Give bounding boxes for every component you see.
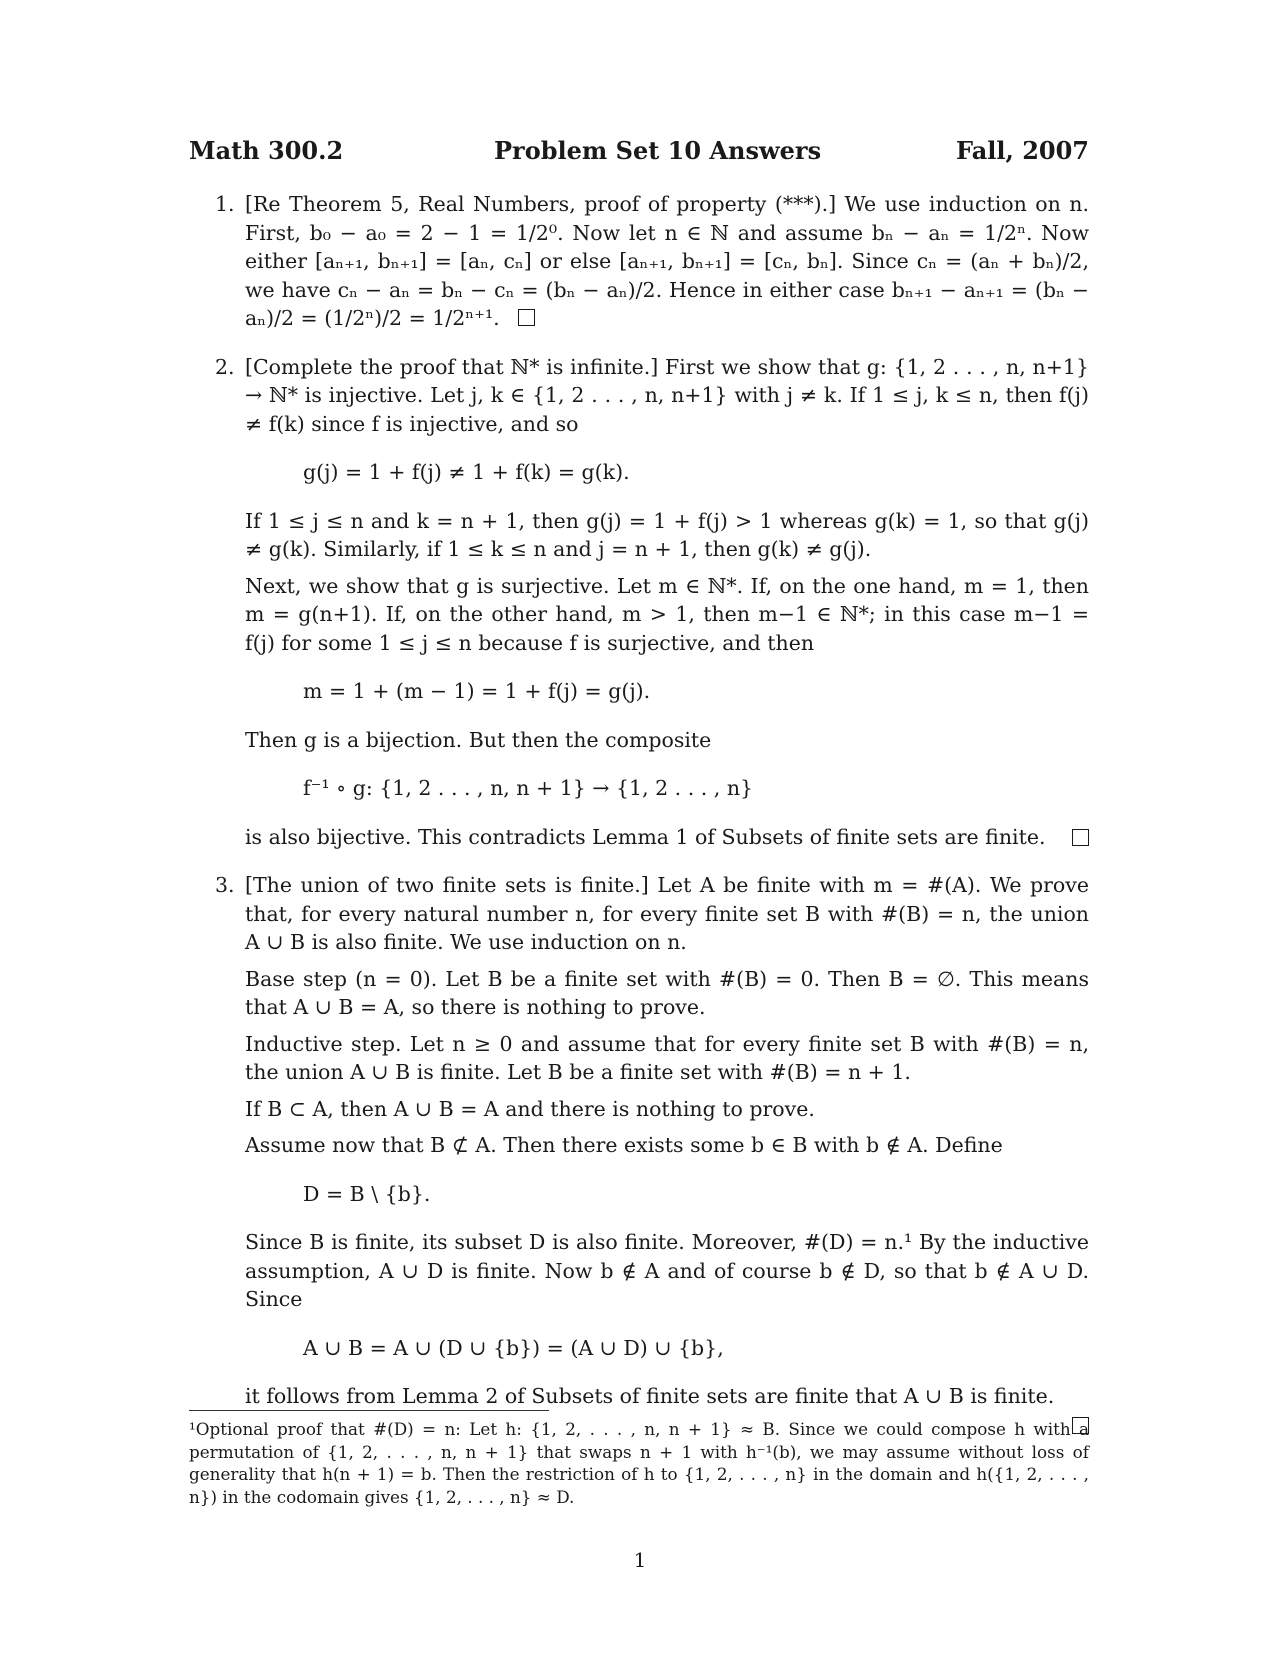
display-equation: m = 1 + (m − 1) = 1 + f(j) = g(j). xyxy=(303,679,651,703)
problem-number: 1. xyxy=(215,192,235,216)
paragraph: [Complete the proof that ℕ* is infinite.] First we show that g: {1, 2 . . . , n, n+1} → ℕ* is injective. Let j, k ∈ {1, 2 . . . , n, n+1} with j ≠ k. If 1 ≤ j, k ≤ n, then f(j) ≠ f(k) since f is injective, and so xyxy=(245,354,1089,436)
term-label: Fall, 2007 xyxy=(955,136,1089,165)
footnote: ¹Optional proof that #(D) = n: Let h: {1, 2, . . . , n, n + 1} ≈ B. Since we could compose h with a permutation of {1, 2, . . . , n, n + 1} that swaps n + 1 with h⁻¹(b), we may assume without loss of generality that h(n + 1) = b. Then the restriction of h to {1, 2, . . . , n} in the domain and h({1, 2, . . . , n}) in the codomain gives {1, 2, . . . , n} ≈ D. xyxy=(189,1419,1089,1507)
paragraph: Next, we show that g is surjective. Let m ∈ ℕ*. If, on the one hand, m = 1, then m = g(n+1). If, on the other hand, m > 1, then m−1 ∈ ℕ*; in this case m−1 = f(j) for some 1 ≤ j ≤ n because f is surjective, and then xyxy=(245,573,1089,655)
problem-1-text: [Re Theorem 5, Real Numbers, proof of property (***).] We use induction on n. First, b₀ − a₀ = 2 − 1 = 1/2⁰. Now let n ∈ ℕ and assume bₙ − aₙ = 1/2ⁿ. Now either [aₙ₊₁, bₙ₊₁] = [aₙ, cₙ] or else [aₙ₊₁, bₙ₊₁] = [cₙ, bₙ]. Since cₙ = (aₙ + bₙ)/2, we have cₙ − aₙ = bₙ − cₙ = (bₙ − aₙ)/2. Hence in either case bₙ₊₁ − aₙ₊₁ = (bₙ − aₙ)/2 = (1/2ⁿ)/2 = 1/2ⁿ⁺¹. xyxy=(245,192,1089,330)
paragraph: [The union of two finite sets is finite.] Let A be finite with m = #(A). We prove that, for every natural number n, for every finite set B with #(B) = n, the union A ∪ B is also finite. We use induction on n. xyxy=(245,873,1089,954)
paragraph: it follows from Lemma 2 of Subsets of finite sets are finite that A ∪ B is finite. xyxy=(245,1384,1055,1408)
paragraph: is also bijective. This contradicts Lemma 1 of Subsets of finite sets are finite. xyxy=(245,824,1046,849)
problem-1 xyxy=(189,190,1089,333)
footnote-divider xyxy=(189,1410,549,1411)
display-equation: g(j) = 1 + f(j) ≠ 1 + f(k) = g(k). xyxy=(303,460,630,484)
page-header xyxy=(189,136,1089,170)
problem-2 xyxy=(189,353,1089,852)
paragraph: If 1 ≤ j ≤ n and k = n + 1, then g(j) = 1 + f(j) > 1 whereas g(k) = 1, so that g(j) ≠ g(k). Similarly, if 1 ≤ k ≤ n and j = n + 1, then g(k) ≠ g(j). xyxy=(245,508,1089,561)
display-equation: D = B \ {b}. xyxy=(303,1181,431,1206)
paragraph: Base step (n = 0). Let B be a finite set with #(B) = 0. Then B = ∅. This means that A ∪ B = A, so there is nothing to prove. xyxy=(245,966,1089,1019)
problem-number: 3. xyxy=(215,873,235,897)
paragraph: Then g is a bijection. But then the composite xyxy=(245,727,712,752)
document-title: Problem Set 10 Answers xyxy=(494,136,822,165)
display-equation: A ∪ B = A ∪ (D ∪ {b}) = (A ∪ D) ∪ {b}, xyxy=(303,1335,724,1360)
paragraph: Inductive step. Let n ≥ 0 and assume that for every finite set B with #(B) = n, the union A ∪ B is finite. Let B be a finite set with #(B) = n + 1. xyxy=(245,1031,1089,1084)
paragraph: If B ⊂ A, then A ∪ B = A and there is nothing to prove. xyxy=(245,1096,815,1121)
problem-number: 2. xyxy=(215,354,235,379)
display-equation: f⁻¹ ∘ g: {1, 2 . . . , n, n + 1} → {1, 2 . . . , n} xyxy=(303,776,754,800)
problem-list xyxy=(189,190,1089,1434)
qed-symbol xyxy=(1072,829,1089,846)
paragraph: Assume now that B ⊄ A. Then there exists some b ∈ B with b ∉ A. Define xyxy=(245,1133,1003,1157)
page-number: 1 xyxy=(633,1548,647,1572)
qed-symbol xyxy=(518,309,535,326)
problem-3 xyxy=(189,871,1089,1411)
course-label: Math 300.2 xyxy=(189,136,344,165)
paragraph: Since B is finite, its subset D is also finite. Moreover, #(D) = n.¹ By the inductive assumption, A ∪ D is finite. Now b ∉ A and of course b ∉ D, so that b ∉ A ∪ D. Since xyxy=(245,1230,1089,1311)
